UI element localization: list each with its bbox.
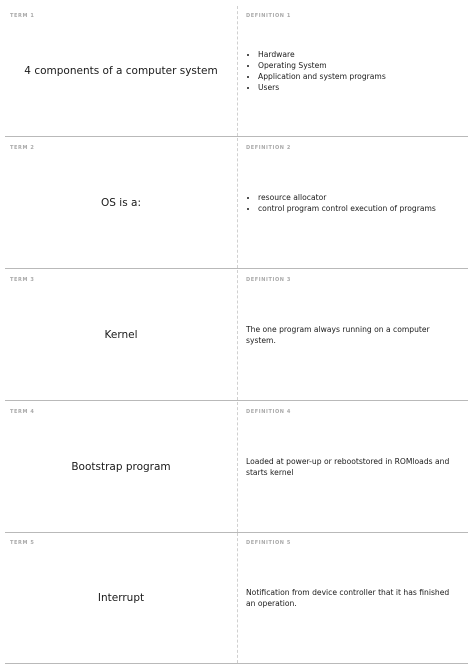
term-cell bbox=[5, 402, 237, 532]
definition-cell bbox=[237, 402, 469, 532]
definition-body bbox=[246, 402, 461, 532]
definition-body bbox=[246, 138, 461, 268]
term-caption: TERM 1 bbox=[10, 13, 35, 19]
term-caption: TERM 3 bbox=[10, 277, 35, 283]
flashcard-row bbox=[5, 138, 468, 269]
definition-list-item: • resource allocator bbox=[258, 192, 436, 203]
term-cell bbox=[5, 533, 237, 663]
definition-cell bbox=[237, 533, 469, 663]
term-text: 4 components of a computer system bbox=[24, 65, 218, 77]
flashcard-row bbox=[5, 402, 468, 533]
definition-list-item: • Users bbox=[258, 82, 386, 93]
definition-list-item: • Hardware bbox=[258, 49, 386, 60]
definition-list bbox=[246, 192, 436, 214]
flashcard-row bbox=[5, 270, 468, 401]
definition-list-item: • control program control execution of programs bbox=[258, 203, 436, 214]
flashcard-row bbox=[5, 6, 468, 137]
term-text: Interrupt bbox=[97, 592, 145, 604]
definition-caption: DEFINITION 2 bbox=[246, 145, 292, 151]
definition-text: The one program always running on a computer system. bbox=[246, 325, 430, 345]
definition-caption: DEFINITION 4 bbox=[246, 409, 292, 415]
term-caption: TERM 5 bbox=[10, 540, 35, 546]
term-caption: TERM 4 bbox=[10, 409, 35, 415]
term-cell bbox=[5, 138, 237, 268]
term-text: OS is a: bbox=[101, 197, 141, 209]
definition-list bbox=[246, 49, 386, 93]
definition-cell bbox=[237, 6, 469, 136]
definition-caption: DEFINITION 1 bbox=[246, 13, 292, 19]
term-cell bbox=[5, 270, 237, 400]
definition-caption: DEFINITION 3 bbox=[246, 277, 292, 283]
flashcard-row bbox=[5, 533, 468, 664]
term-caption: TERM 2 bbox=[10, 145, 35, 151]
term-text: Kernel bbox=[104, 329, 138, 341]
term-cell bbox=[5, 6, 237, 136]
definition-body bbox=[246, 6, 461, 136]
definition-body bbox=[246, 533, 461, 663]
definition-list-item: • Operating System bbox=[258, 60, 386, 71]
definition-cell bbox=[237, 138, 469, 268]
definition-body bbox=[246, 270, 461, 400]
definition-text: Notification from device controller that it has finished an operation. bbox=[246, 588, 450, 608]
definition-cell bbox=[237, 270, 469, 400]
definition-caption: DEFINITION 5 bbox=[246, 540, 292, 546]
definition-list-item: • Application and system programs bbox=[258, 71, 386, 82]
term-text: Bootstrap program bbox=[71, 461, 171, 473]
definition-text: Loaded at power-up or rebootstored in ROMloads and starts kernel bbox=[246, 457, 450, 477]
